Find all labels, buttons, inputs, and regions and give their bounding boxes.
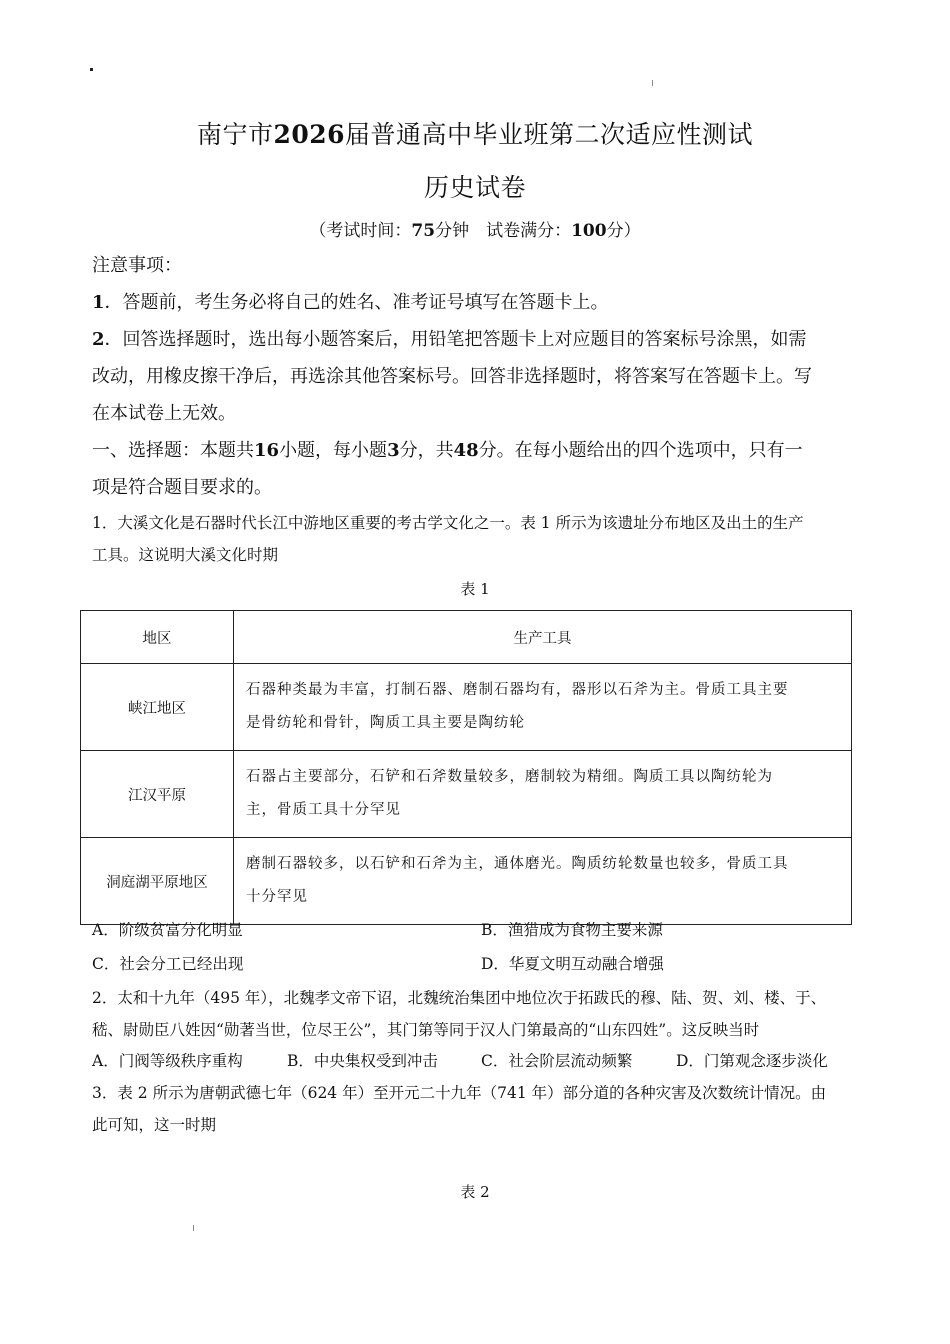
table-1-caption: 表 1 (460, 580, 490, 598)
q1-option-d: D．华夏文明互动融合增强 (481, 955, 664, 973)
question-2-line: 嵇、尉勋臣八姓因“勋著当世，位尽王公”，其门第等同于汉人门第最高的“山东四姓”。这反映当时 (92, 1021, 760, 1039)
notice-heading: 注意事项： (92, 255, 182, 276)
table-2-caption: 表 2 (460, 1183, 490, 1201)
title-pre: 南宁市 (196, 120, 274, 149)
notice-item-2-cont: 改动，用橡皮擦干净后，再选涂其他答案标号。回答非选择题时，将答案写在答题卡上。写 (92, 366, 812, 387)
exam-info (0, 216, 950, 241)
table-cell-region: 峡江地区 (81, 664, 234, 751)
table-cell-tools (234, 664, 852, 751)
exam-time: 75 (411, 221, 436, 241)
question-1-line: 1．大溪文化是石器时代长江中游地区重要的考古学文化之一。表 1 所示为该遗址分布地区及出土的生产 (92, 514, 804, 532)
question-3-line: 此可知，这一时期 (92, 1116, 217, 1134)
page-title (0, 115, 950, 151)
section-num: 16 (254, 440, 280, 461)
scan-mark (652, 80, 653, 86)
tools-line: 是骨纺轮和骨针，陶质工具主要是陶纺轮 (246, 715, 525, 731)
question-3-stem (92, 1077, 892, 1141)
section-heading (92, 432, 882, 506)
q2-option-a: A．门阀等级秩序重构 (92, 1052, 243, 1070)
q1-option-a: A．阶级贫富分化明显 (92, 921, 243, 939)
q2-option-c: C．社会阶层流动频繁 (481, 1052, 633, 1070)
title-post: 届普通高中毕业班第二次适应性测试 (345, 120, 754, 149)
notice-item-2-cont: 在本试卷上无效。 (92, 403, 236, 424)
tools-line: 磨制石器较多，以石铲和石斧为主，通体磨光。陶质纺轮数量也较多，骨质工具 (246, 856, 789, 872)
tools-line: 石器占主要部分，石铲和石斧数量较多，磨制较为精细。陶质工具以陶纺轮为 (246, 769, 773, 785)
question-2-stem (92, 982, 892, 1046)
section-text: 一、选择题：本题共 (92, 440, 254, 461)
question-2-line: 2．太和十九年（495 年），北魏孝文帝下诏，北魏统治集团中地位次于拓跋氏的穆、陆、贺、刘、楼、于、 (92, 989, 827, 1007)
notice-item-1 (92, 284, 872, 321)
section-heading-line-2: 项是符合题目要求的。 (92, 477, 272, 498)
table-1 (80, 610, 852, 925)
notice-item-2-num: 2 (92, 329, 105, 350)
question-1-line: 工具。这说明大溪文化时期 (92, 546, 279, 564)
scan-mark (90, 68, 93, 71)
table-header-region: 地区 (81, 611, 234, 664)
subject-title: 历史试卷 (423, 173, 526, 202)
section-text: 小题，每小题 (279, 440, 388, 461)
notice-item-1-num: 1 (92, 292, 105, 313)
notice-item-1-text: ．答题前，考生务必将自己的姓名、准考证号填写在答题卡上。 (104, 292, 609, 313)
q1-option-b: B．渔猎成为食物主要来源 (481, 921, 663, 939)
q1-option-c: C．社会分工已经出现 (92, 955, 244, 973)
exam-info-open: （考试时间： (309, 221, 412, 241)
exam-info-close: 分） (606, 221, 641, 241)
question-1-stem (92, 507, 892, 571)
notice-item-2-line: ．回答选择题时，选出每小题答案后，用铅笔把答题卡上对应题目的答案标号涂黑，如需 (104, 329, 807, 350)
table-cell-region: 洞庭湖平原地区 (81, 838, 234, 925)
section-num: 48 (453, 440, 479, 461)
notice-item-2 (92, 321, 872, 358)
table-header-row (81, 611, 852, 664)
q2-option-b: B．中央集权受到冲击 (287, 1052, 438, 1070)
table-row (81, 751, 852, 838)
tools-line: 石器种类最为丰富，打制石器、磨制石器均有，器形以石斧为主。骨质工具主要 (246, 682, 789, 698)
question-3-line: 3．表 2 所示为唐朝武德七年（624 年）至开元二十九年（741 年）部分道的各种灾害及次数统计情况。由 (92, 1084, 827, 1102)
exam-score: 100 (571, 221, 607, 241)
q2-option-d: D．门第观念逐步淡化 (676, 1052, 828, 1070)
section-num: 3 (387, 440, 400, 461)
notice-block (92, 247, 872, 432)
scan-mark (193, 1225, 194, 1231)
table-cell-tools (234, 838, 852, 925)
title-year: 2026 (273, 120, 346, 149)
section-text: 分。在每小题给出的四个选项中，只有一 (478, 440, 803, 461)
tools-line: 主，骨质工具十分罕见 (246, 802, 401, 818)
table-row (81, 664, 852, 751)
tools-line: 十分罕见 (246, 889, 308, 905)
table-header-tools: 生产工具 (234, 611, 852, 664)
section-text: 分，共 (399, 440, 454, 461)
exam-info-mid: 分钟 试卷满分： (435, 221, 572, 241)
table-cell-tools (234, 751, 852, 838)
section-heading-line (92, 432, 882, 469)
table-row (81, 838, 852, 925)
table-cell-region: 江汉平原 (81, 751, 234, 838)
